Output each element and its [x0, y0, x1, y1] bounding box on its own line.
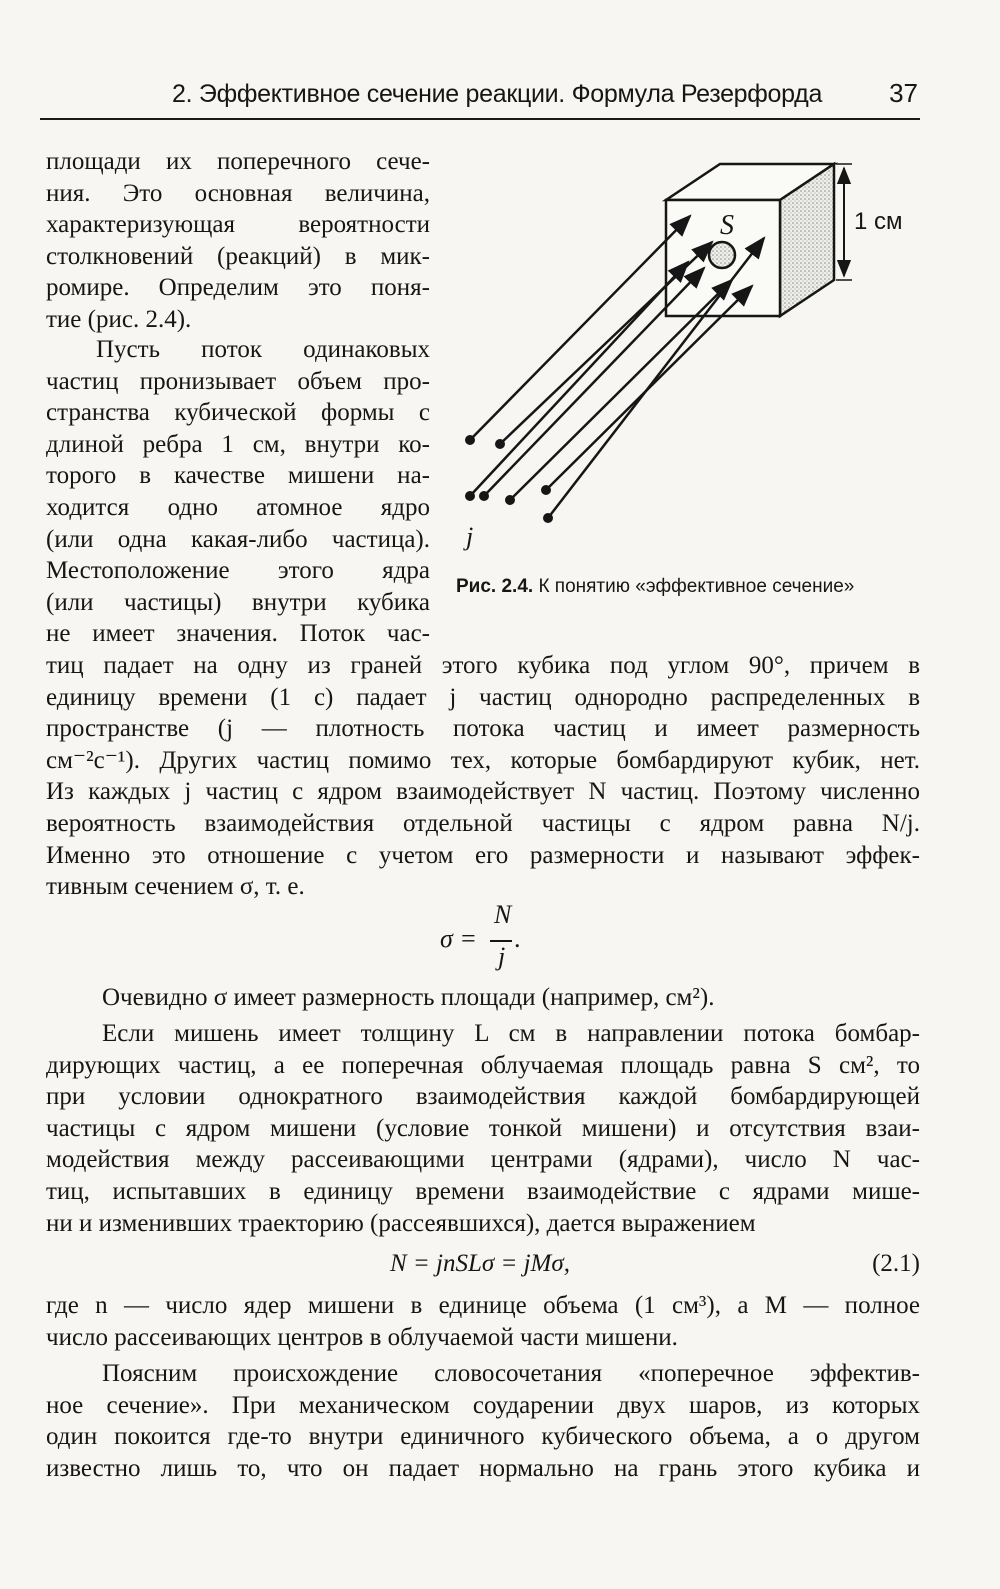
text-line: единицу времени (1 с) падает j частиц однородно распределенных в: [46, 683, 920, 711]
text-line: где n — число ядер мишени в единице объема (1 см³), а M — полное: [46, 1292, 920, 1319]
equation-number: (2.1): [872, 1250, 920, 1277]
formula-sigma: [440, 900, 560, 980]
text-line: см⁻²с⁻¹). Других частиц помимо тех, которые бомбардируют кубик, нет.: [46, 746, 920, 774]
text-line: ни и изменивших траекторию (рассеявшихся), дается выражением: [46, 1209, 756, 1237]
formula-2-1: [46, 1250, 920, 1284]
text-line: Очевидно σ имеет размерность площади (например, см²).: [102, 984, 715, 1011]
text-line: Из каждых j частиц с ядром взаимодействует N частиц. Поэтому численно: [46, 778, 920, 806]
text-line: Поясним происхождение словосочетания «поперечное эффектив-: [102, 1360, 920, 1387]
text-line: при условии однократного взаимодействия каждой бомбардирующей: [46, 1083, 920, 1111]
text-line: не имеет значения. Поток час-: [46, 620, 430, 648]
formula-denominator: j: [498, 942, 506, 971]
text-line: Местоположение этого ядра: [46, 557, 430, 585]
text-line: столкновений (реакций) в мик-: [46, 242, 430, 270]
flux-arrow: [510, 280, 732, 500]
text-line: торого в качестве мишени на-: [46, 462, 430, 490]
paragraph-where: [46, 1290, 920, 1353]
text-line: характеризующая вероятности: [46, 211, 430, 239]
paragraph-flux: [46, 334, 430, 650]
text-line: тивным сечением σ, т. е.: [46, 873, 305, 901]
paragraph-intro: [46, 146, 430, 336]
text-line: (или одна какая-либо частица).: [46, 525, 430, 553]
text-line: ромире. Определим это поня-: [46, 274, 430, 302]
text-line: ное сечение». При механическом соударении двух шаров, из которых: [46, 1391, 920, 1419]
text-line: один покоится где-то внутри единичного кубического объема, а о другом: [46, 1423, 920, 1451]
caption-text: К понятию «эффективное сечение»: [538, 576, 855, 597]
dimension-label: 1 см: [854, 208, 903, 235]
text-line: известно лишь то, что он падает нормально на грань этого кубика и: [46, 1454, 920, 1482]
paragraph-target: [46, 1018, 920, 1239]
text-line: вероятность взаимодействия отдельной частицы с ядром равна N/j.: [46, 809, 920, 837]
area-label: S: [720, 210, 734, 241]
flux-arrow: [470, 216, 690, 440]
target-nucleus: [709, 242, 735, 268]
formula-lhs: σ =: [440, 924, 477, 953]
caption-number: Рис. 2.4.: [456, 576, 534, 597]
text-line: тиц падает на одну из граней этого кубика под углом 90°, причем в: [46, 652, 920, 679]
text-line: странства кубической формы с: [46, 399, 430, 427]
flux-label: j: [466, 522, 474, 551]
paragraph-explanation: [46, 1358, 920, 1484]
text-line: частиц пронизывает объем про-: [46, 367, 430, 395]
running-title: 2. Эффективное сечение реакции. Формула Резерфорда: [172, 80, 823, 108]
figure-caption: [456, 576, 926, 598]
formula-end: .: [514, 924, 521, 953]
flux-arrow: [484, 268, 704, 496]
figure-cross-section: [440, 150, 940, 597]
formula-numerator: N: [494, 900, 512, 929]
formula-expression: N = jnSLσ = jMσ,: [390, 1250, 570, 1277]
running-header: [40, 74, 920, 120]
text-line: тие (рис. 2.4).: [46, 305, 192, 333]
text-line: тиц, испытавших в единицу времени взаимодействие с ядрами мише-: [46, 1177, 920, 1205]
text-line: число рассеивающих центров в облучаемой части мишени.: [46, 1323, 678, 1351]
text-line: Если мишень имеет толщину L см в направлении потока бомбар-: [102, 1020, 920, 1047]
text-line: площади их поперечного сече-: [46, 148, 430, 175]
paragraph-dimension: [46, 982, 920, 1014]
text-line: (или частицы) внутри кубика: [46, 588, 430, 616]
text-line: частицы с ядром мишени (условие тонкой мишени) и отсутствия взаи-: [46, 1114, 920, 1142]
paragraph-definition: [46, 650, 920, 903]
text-line: пространстве (j — плотность потока частиц и имеет размерность: [46, 715, 920, 743]
text-line: ходится одно атомное ядро: [46, 493, 430, 521]
text-line: дирующих частиц, а ее поперечная облучаемая площадь равна S см², то: [46, 1051, 920, 1079]
text-line: Именно это отношение с учетом его размерности и называют эффек-: [46, 841, 920, 869]
page-number: 37: [889, 78, 918, 108]
text-line: Пусть поток одинаковых: [96, 336, 430, 363]
text-line: модействия между рассеивающими центрами (ядрами), число N час-: [46, 1146, 920, 1174]
flux-arrow: [500, 242, 712, 444]
text-line: длиной ребра 1 см, внутри ко-: [46, 430, 430, 458]
particle-dots: [465, 435, 553, 523]
text-line: ния. Это основная величина,: [46, 179, 430, 207]
